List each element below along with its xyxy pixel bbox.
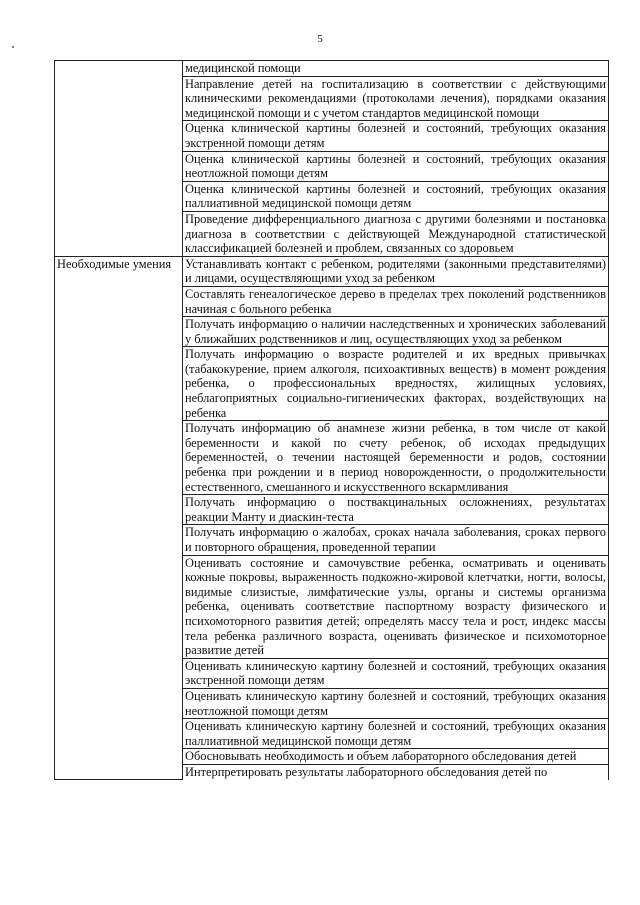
page-number: 5: [317, 33, 323, 45]
scan-speck: [12, 46, 14, 48]
section-label: Необходимые умения: [55, 256, 183, 779]
requirement-item: Оценивать клиническую картину болезней и состояний, требующих оказания паллиативной медицинской помощи детям: [183, 719, 609, 749]
requirement-item: Получать информацию о возрасте родителей и их вредных привычках (табакокурение, прием алкоголя, психоактивных веществ) в момент рождения ребенка, о профессиональных вредностях, жилищных условиях, неблагоприятных социально-гигиенических факторах, воздействующих на ребенка: [183, 347, 609, 421]
requirement-item: Обосновывать необходимость и объем лабораторного обследования детей: [183, 749, 609, 765]
requirement-item: Оценивать клиническую картину болезней и состояний, требующих оказания экстренной помощи детям: [183, 658, 609, 688]
requirement-item: Оценка клинической картины болезней и состояний, требующих оказания паллиативной медицинской помощи детям: [183, 181, 609, 211]
requirement-item: Получать информацию о поствакцинальных осложнениях, результатах реакции Манту и диаскин-теста: [183, 495, 609, 525]
table-row: [55, 256, 609, 286]
requirement-item: Получать информацию об анамнезе жизни ребенка, в том числе от какой беременности и какой по счету ребенок, об исходах предыдущих беременностей, о течении настоящей беременности и родов, состоянии ребенка при рождении и в период новорожденности, о продолжительности естественного, смешанного и искусственного вскармливания: [183, 421, 609, 495]
requirement-item: Оценивать состояние и самочувствие ребенка, осматривать и оценивать кожные покровы, выраженность подкожно-жировой клетчатки, ногти, волосы, видимые слизистые, лимфатические узлы, органы и системы организма ребенка, оценивать соответствие паспортному возрасту физического и психомоторного развития детей; определять массу тела и рост, индекс массы тела ребенка различного возраста, оценивать физическое и психомоторное развитие детей: [183, 555, 609, 658]
requirement-item: Проведение дифференциального диагноза с другими болезнями и постановка диагноза в соответствии с действующей Международной статистической классификацией болезней и проблем, связанных со здоровьем: [183, 211, 609, 256]
requirement-item: Оценка клинической картины болезней и состояний, требующих оказания неотложной помощи детям: [183, 151, 609, 181]
section-label: [55, 61, 183, 257]
requirement-item: Интерпретировать результаты лабораторного обследования детей по: [183, 764, 609, 779]
requirement-item: Получать информацию о жалобах, сроках начала заболевания, сроках первого и повторного обращения, проведенной терапии: [183, 525, 609, 555]
requirement-item: Оценивать клиническую картину болезней и состояний, требующих оказания неотложной помощи детям: [183, 688, 609, 718]
table-row: [55, 61, 609, 77]
competency-table: [54, 60, 609, 780]
requirement-item: Направление детей на госпитализацию в соответствии с действующими клиническими рекомендациями (протоколами лечения), порядками оказания медицинской помощи и с учетом стандартов медицинской помощи: [183, 76, 609, 121]
requirement-item: медицинской помощи: [183, 61, 609, 77]
competency-table-body: [55, 61, 609, 780]
requirement-item: Оценка клинической картины болезней и состояний, требующих оказания экстренной помощи детям: [183, 121, 609, 151]
requirement-item: Устанавливать контакт с ребенком, родителями (законными представителями) и лицами, осуществляющими уход за ребенком: [183, 256, 609, 286]
requirement-item: Составлять генеалогическое дерево в пределах трех поколений родственников начиная с больного ребенка: [183, 286, 609, 316]
requirement-item: Получать информацию о наличии наследственных и хронических заболеваний у ближайших родственников и лиц, осуществляющих уход за ребенком: [183, 317, 609, 347]
